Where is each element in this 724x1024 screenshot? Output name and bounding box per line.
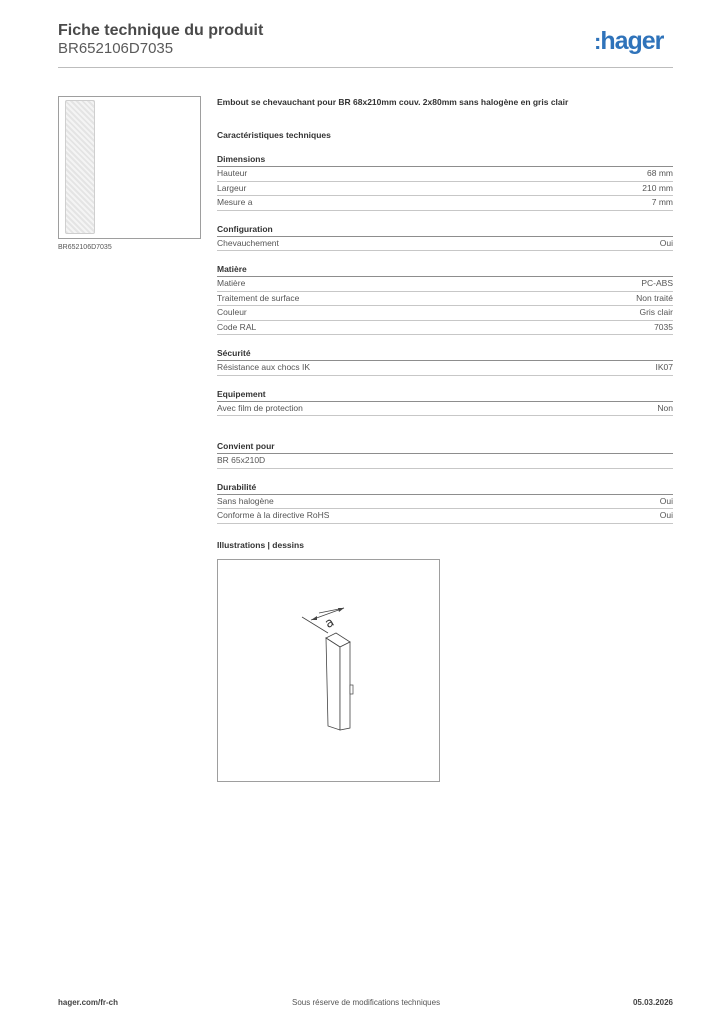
spec-row	[217, 167, 673, 182]
spec-value: Oui	[659, 495, 673, 506]
spec-row	[217, 321, 673, 336]
logo-text: hager	[600, 27, 664, 55]
section-equipement	[217, 388, 673, 417]
spec-value: 7 mm	[651, 197, 673, 207]
end-cap-drawing	[218, 560, 439, 781]
product-image	[65, 100, 95, 234]
illustrations-title: Illustrations | dessins	[217, 540, 304, 550]
spec-label: BR 65x210D	[217, 455, 266, 465]
spec-row	[217, 509, 673, 524]
spec-label: Chevauchement	[217, 237, 279, 248]
spec-label: Code RAL	[217, 321, 257, 332]
technical-drawing	[217, 559, 440, 782]
spec-value: PC-ABS	[641, 278, 673, 288]
footer-website[interactable]: hager.com/fr-ch	[58, 998, 119, 1007]
spec-label: Résistance aux chocs IK	[217, 362, 311, 372]
spec-value: Oui	[659, 237, 673, 248]
spec-row	[217, 306, 673, 321]
spec-row	[217, 277, 673, 292]
section-configuration	[217, 223, 673, 252]
spec-label: Conforme à la directive RoHS	[217, 510, 330, 520]
product-description: Embout se chevauchant pour BR 68x210mm couv. 2x80mm sans halogène en gris clair	[217, 97, 569, 107]
spec-label: Mesure a	[217, 197, 253, 207]
spec-row	[217, 402, 673, 417]
spec-row	[217, 182, 673, 197]
footer-disclaimer: Sous réserve de modifications techniques	[292, 998, 441, 1007]
spec-row	[217, 292, 673, 307]
product-thumbnail	[58, 96, 201, 239]
spec-content	[217, 96, 673, 524]
spec-value: Oui	[659, 510, 673, 520]
spec-value: 7035	[654, 321, 673, 332]
dimension-label-a: a	[322, 614, 337, 632]
section-title: Convient pour	[217, 440, 673, 454]
header-divider	[58, 67, 673, 68]
spec-row	[217, 361, 673, 376]
page-title: Fiche technique du produit	[58, 22, 264, 39]
section-title: Sécurité	[217, 347, 673, 361]
section-securite	[217, 347, 673, 376]
spec-label: Sans halogène	[217, 495, 274, 506]
section-dimensions	[217, 153, 673, 211]
section-title: Equipement	[217, 388, 673, 402]
spec-label: Largeur	[217, 182, 247, 193]
characteristics-title: Caractéristiques techniques	[217, 130, 331, 140]
hager-logo: :hager	[594, 27, 664, 55]
section-title: Dimensions	[217, 153, 673, 167]
spec-value: 68 mm	[647, 168, 673, 178]
section-convient-pour	[217, 440, 673, 469]
spec-label: Couleur	[217, 307, 247, 317]
spec-value: Non traité	[636, 292, 673, 303]
spec-value: 210 mm	[642, 182, 673, 193]
section-title: Durabilité	[217, 481, 673, 495]
spec-label: Matière	[217, 278, 246, 288]
thumbnail-caption: BR652106D7035	[58, 244, 112, 251]
spec-row	[217, 196, 673, 211]
section-title: Configuration	[217, 223, 673, 237]
spec-value: Gris clair	[639, 307, 673, 317]
spec-value: Non	[657, 402, 673, 413]
spec-label: Hauteur	[217, 168, 248, 178]
product-code: BR652106D7035	[58, 40, 174, 57]
spec-label: Traitement de surface	[217, 292, 300, 303]
spec-row	[217, 495, 673, 510]
spec-row	[217, 237, 673, 252]
spec-row	[217, 454, 673, 469]
spec-label: Avec film de protection	[217, 402, 303, 413]
section-durabilite	[217, 481, 673, 524]
section-matiere	[217, 263, 673, 335]
footer-date: 05.03.2026	[632, 998, 673, 1007]
spec-value: IK07	[655, 362, 673, 372]
section-title: Matière	[217, 263, 673, 277]
